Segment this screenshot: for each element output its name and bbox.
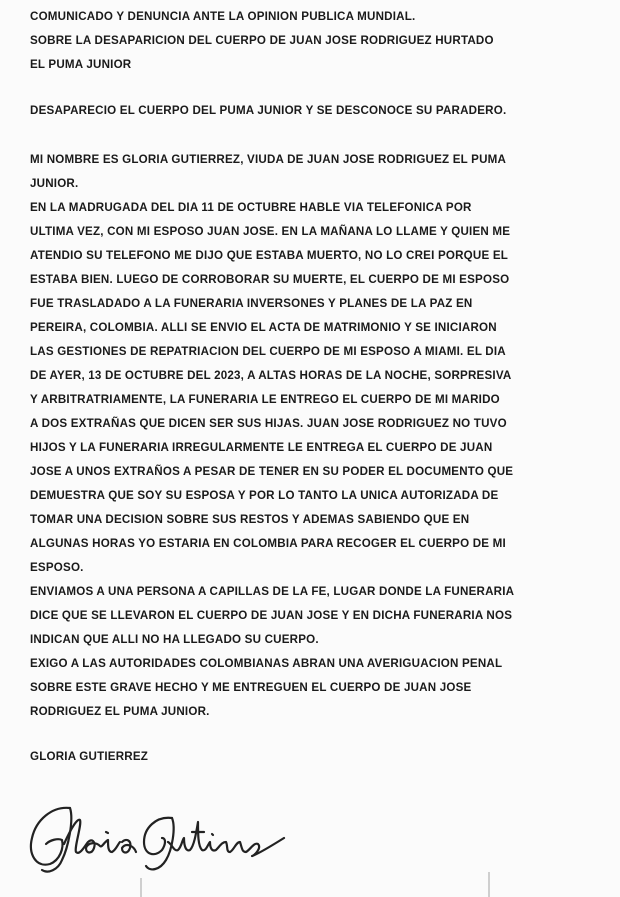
scan-mark-right xyxy=(488,872,490,897)
body-line: PEREIRA, COLOMBIA. ALLI SE ENVIO EL ACTA DE MATRIMONIO Y SE INICIARON xyxy=(30,321,497,334)
body-line: DEMUESTRA QUE SOY SU ESPOSA Y POR LO TANTO LA UNICA AUTORIZADA DE xyxy=(30,489,499,502)
body-line: EN LA MADRUGADA DEL DIA 11 DE OCTUBRE HABLE VIA TELEFONICA POR xyxy=(30,201,472,214)
heading-line-2: SOBRE LA DESAPARICION DEL CUERPO DE JUAN JOSE RODRIGUEZ HURTADO xyxy=(30,34,494,47)
body-line: RODRIGUEZ EL PUMA JUNIOR. xyxy=(30,705,210,718)
scan-mark-left xyxy=(140,878,142,897)
body-line: ULTIMA VEZ, CON MI ESPOSO JUAN JOSE. EN LA MAÑANA LO LLAME Y QUIEN ME xyxy=(30,225,511,238)
body-line: A DOS EXTRAÑAS QUE DICEN SER SUS HIJAS. JUAN JOSE RODRIGUEZ NO TUVO xyxy=(30,417,507,430)
body-line: JOSE A UNOS EXTRAÑOS A PESAR DE TENER EN SU PODER EL DOCUMENTO QUE xyxy=(30,465,514,478)
body-line: ESTABA BIEN. LUEGO DE CORROBORAR SU MUERTE, EL CUERPO DE MI ESPOSO xyxy=(30,273,510,286)
body-line: LAS GESTIONES DE REPATRIACION DEL CUERPO DE MI ESPOSO A MIAMI. EL DIA xyxy=(30,345,506,358)
body-line: Y ARBITRATRIAMENTE, LA FUNERARIA LE ENTREGO EL CUERPO DE MI MARIDO xyxy=(30,393,500,406)
body-line: EXIGO A LAS AUTORIDADES COLOMBIANAS ABRAN UNA AVERIGUACION PENAL xyxy=(30,657,503,670)
body-line: SOBRE ESTE GRAVE HECHO Y ME ENTREGUEN EL CUERPO DE JUAN JOSE xyxy=(30,681,472,694)
heading-line-1: COMUNICADO Y DENUNCIA ANTE LA OPINION PUBLICA MUNDIAL. xyxy=(30,10,416,23)
body-line: INDICAN QUE ALLI NO HA LLEGADO SU CUERPO. xyxy=(30,633,319,646)
body-line: ALGUNAS HORAS YO ESTARIA EN COLOMBIA PARA RECOGER EL CUERPO DE MI xyxy=(30,537,506,550)
body-line: MI NOMBRE ES GLORIA GUTIERREZ, VIUDA DE JUAN JOSE RODRIGUEZ EL PUMA xyxy=(30,153,507,166)
signature-image xyxy=(22,798,292,878)
heading-line-3: EL PUMA JUNIOR xyxy=(30,58,132,71)
body-line: DE AYER, 13 DE OCTUBRE DEL 2023, A ALTAS HORAS DE LA NOCHE, SORPRESIVA xyxy=(30,369,512,382)
body-line: TOMAR UNA DECISION SOBRE SUS RESTOS Y ADEMAS SABIENDO QUE EN xyxy=(30,513,470,526)
body-line: FUE TRASLADADO A LA FUNERARIA INVERSONES Y PLANES DE LA PAZ EN xyxy=(30,297,473,310)
body-line: DICE QUE SE LLEVARON EL CUERPO DE JUAN JOSE Y EN DICHA FUNERARIA NOS xyxy=(30,609,513,622)
lead-line: DESAPARECIO EL CUERPO DEL PUMA JUNIOR Y SE DESCONOCE SU PARADERO. xyxy=(30,104,507,117)
body-line: ESPOSO. xyxy=(30,561,84,574)
signer-name: GLORIA GUTIERREZ xyxy=(30,750,149,763)
body-line: HIJOS Y LA FUNERARIA IRREGULARMENTE LE ENTREGA EL CUERPO DE JUAN xyxy=(30,441,493,454)
body-line: ENVIAMOS A UNA PERSONA A CAPILLAS DE LA FE, LUGAR DONDE LA FUNERARIA xyxy=(30,585,515,598)
body-line: JUNIOR. xyxy=(30,177,79,190)
body-line: ATENDIO SU TELEFONO ME DIJO QUE ESTABA MUERTO, NO LO CREI PORQUE EL xyxy=(30,249,509,262)
